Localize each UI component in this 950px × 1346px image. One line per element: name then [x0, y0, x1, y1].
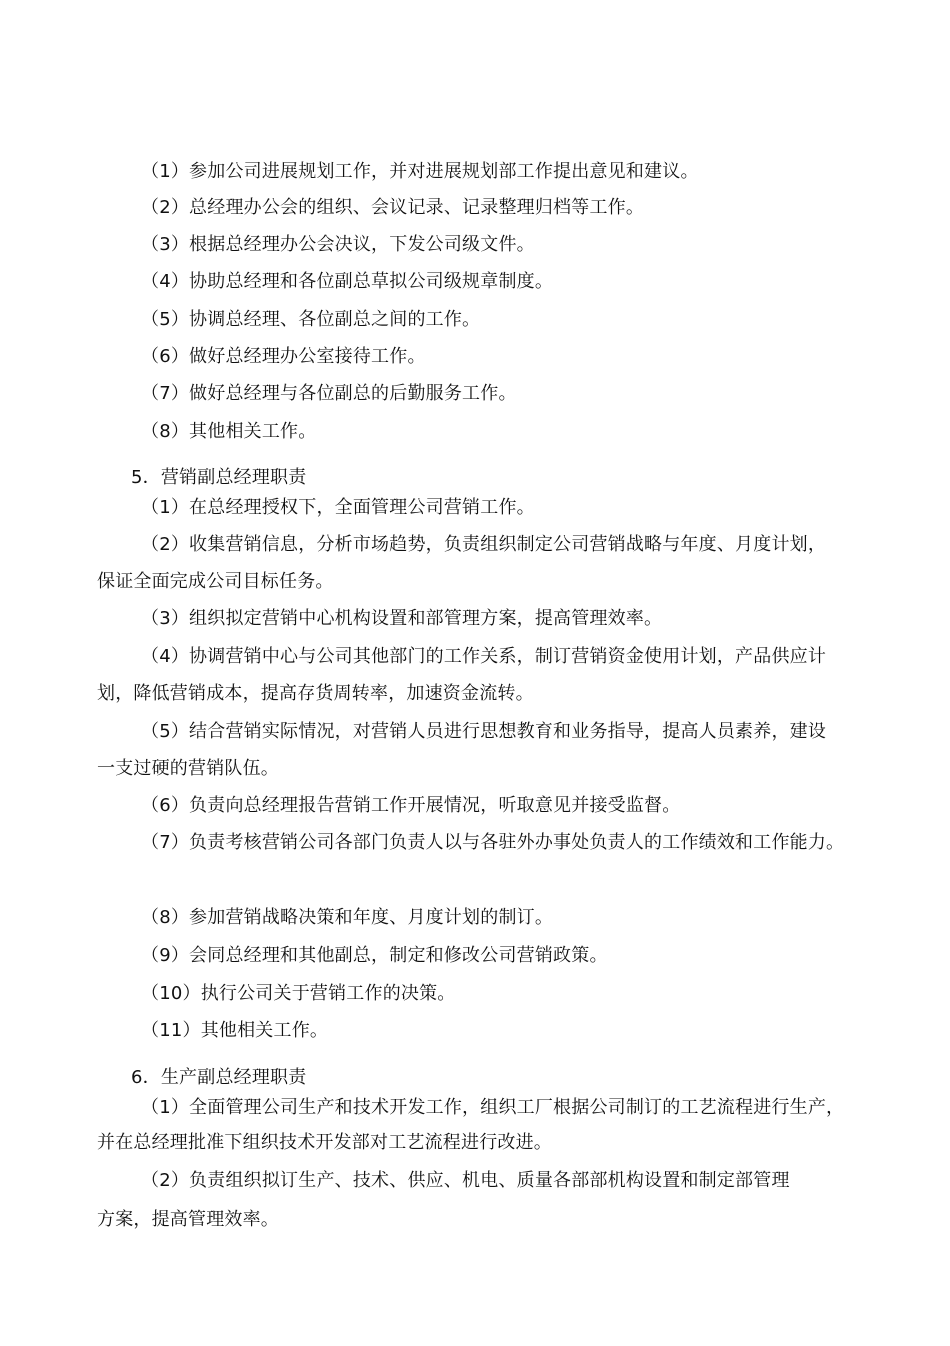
list-item: （6）做好总经理办公室接待工作。: [141, 346, 426, 367]
section-heading: 6．生产副总经理职责: [131, 1067, 307, 1088]
list-item: （7）负责考核营销公司各部门负责人以与各驻外办事处负责人的工作绩效和工作能力。: [141, 832, 845, 853]
list-item-continuation: 一支过硬的营销队伍。: [97, 758, 279, 779]
list-item: （1）全面管理公司生产和技术开发工作，组织工厂根据公司制订的工艺流程进行生产，: [141, 1097, 845, 1118]
list-item-continuation: 并在总经理批准下组织技术开发部对工艺流程进行改进。: [97, 1132, 552, 1153]
list-item: （4）协助总经理和各位副总草拟公司级规章制度。: [141, 271, 554, 292]
list-item: （1）参加公司进展规划工作，并对进展规划部工作提出意见和建议。: [141, 161, 699, 182]
list-item: （2）负责组织拟订生产、技术、供应、机电、质量各部部机构设置和制定部管理: [141, 1170, 790, 1191]
list-item: （5）结合营销实际情况，对营销人员进行思想教育和业务指导，提高人员素养，建设: [141, 721, 827, 742]
list-item-continuation: 划，降低营销成本，提高存货周转率，加速资金流转。: [97, 683, 534, 704]
list-item: （1）在总经理授权下，全面管理公司营销工作。: [141, 497, 535, 518]
list-item: （4）协调营销中心与公司其他部门的工作关系，制订营销资金使用计划，产品供应计: [141, 646, 827, 667]
list-item: （8）参加营销战略决策和年度、月度计划的制订。: [141, 907, 554, 928]
list-item: （3）组织拟定营销中心机构设置和部管理方案，提高管理效率。: [141, 608, 663, 629]
list-item: （2）收集营销信息，分析市场趋势，负责组织制定公司营销战略与年度、月度计划，: [141, 534, 827, 555]
list-item: （3）根据总经理办公会决议，下发公司级文件。: [141, 234, 535, 255]
list-item: （2）总经理办公会的组织、会议记录、记录整理归档等工作。: [141, 197, 645, 218]
list-item-continuation: 方案，提高管理效率。: [97, 1209, 279, 1230]
list-item: （10）执行公司关于营销工作的决策。: [141, 983, 456, 1004]
section-heading: 5．营销副总经理职责: [131, 467, 307, 488]
list-item: （7）做好总经理与各位副总的后勤服务工作。: [141, 383, 517, 404]
list-item: （5）协调总经理、各位副总之间的工作。: [141, 309, 481, 330]
list-item: （8）其他相关工作。: [141, 421, 317, 442]
list-item: （6）负责向总经理报告营销工作开展情况，听取意见并接受监督。: [141, 795, 681, 816]
list-item-continuation: 保证全面完成公司目标任务。: [97, 571, 334, 592]
list-item: （9）会同总经理和其他副总，制定和修改公司营销政策。: [141, 945, 608, 966]
list-item: （11）其他相关工作。: [141, 1020, 329, 1041]
